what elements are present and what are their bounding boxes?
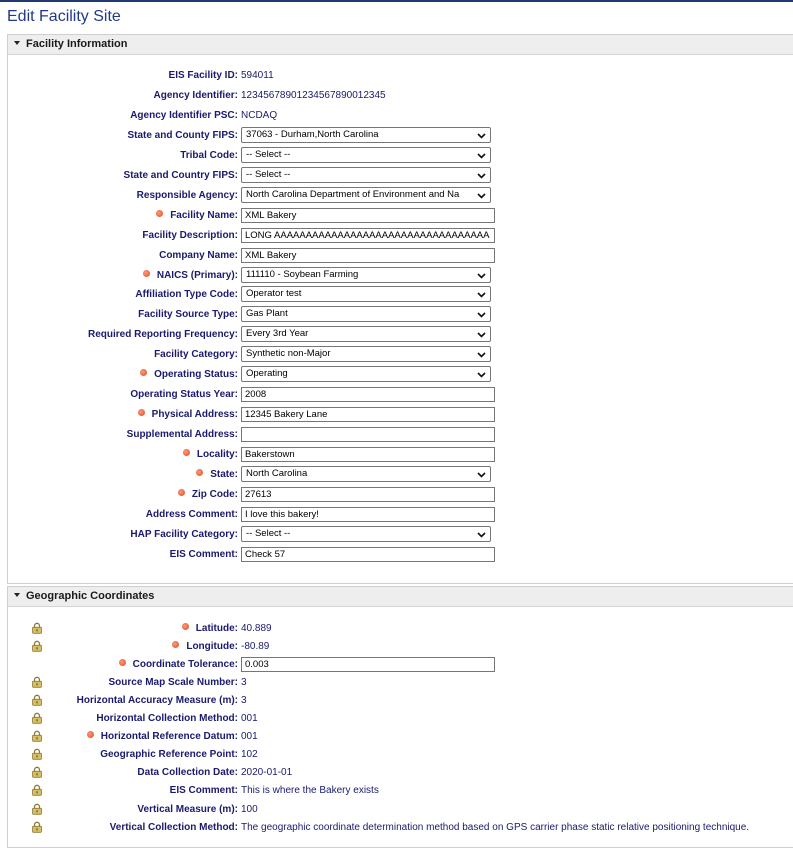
eis-comment-input[interactable] [241,547,495,562]
row-latitude [8,620,793,638]
hap-facility-category-selected-value: -- Select -- [246,527,291,539]
hap-facility-category-label: HAP Facility Category: [130,528,238,540]
tribal-code-selected-value: -- Select -- [246,148,291,160]
naics-primary-select[interactable] [241,267,491,283]
row-agency-identifier-psc [8,107,793,125]
agency-identifier-label: Agency Identifier: [153,89,238,101]
company-name-label: Company Name: [159,249,238,261]
facility-description-input[interactable] [241,228,495,243]
row-vertical-collection-method [8,819,793,837]
agency-identifier-value: 12345678901234567890012345 [241,89,386,101]
geographic-coordinates-title: Geographic Coordinates [26,590,155,602]
latitude-value: 40.889 [241,623,272,634]
required-indicator-icon [178,489,185,496]
lock-icon [31,730,43,742]
horizontal-reference-datum-value: 001 [241,731,258,743]
row-vertical-measure-m [8,801,793,819]
horizontal-accuracy-measure-m-value: 3 [241,695,247,707]
state-label: State: [210,469,238,480]
facility-name-label: Facility Name: [170,209,238,221]
state-and-country-fips-select[interactable] [241,167,491,183]
lock-icon [31,803,43,815]
lock-icon [31,694,43,706]
facility-information-title: Facility Information [26,38,128,50]
state-select[interactable] [241,466,491,482]
row-facility-name [8,207,793,225]
coordinate-tolerance-label: Coordinate Tolerance: [132,659,238,671]
state-and-country-fips-selected-value: -- Select -- [246,168,291,180]
lock-icon [31,712,43,724]
required-indicator-icon [140,369,147,376]
geographic-reference-point-value: 102 [241,749,258,761]
geographic-coordinates-header[interactable] [8,587,793,607]
longitude-value: -80.89 [241,641,270,653]
vertical-measure-m-label: Vertical Measure (m): [137,803,238,815]
lock-icon [31,676,43,688]
horizontal-accuracy-measure-m-label: Horizontal Accuracy Measure (m): [76,695,238,707]
row-required-reporting-frequency [8,326,793,344]
company-name-input[interactable] [241,248,495,263]
eis-comment-value: This is where the Bakery exists [241,785,379,797]
chevron-down-icon [477,370,486,378]
row-supplemental-address [8,426,793,444]
lock-icon [31,821,43,833]
required-reporting-frequency-select[interactable] [241,326,491,342]
responsible-agency-label: Responsible Agency: [136,189,238,201]
lock-icon [31,748,43,760]
facility-information-header[interactable] [8,35,793,55]
chevron-down-icon [477,171,486,179]
row-address-comment [8,506,793,524]
required-indicator-icon [119,659,126,666]
chevron-down-icon [477,271,486,279]
row-agency-identifier [8,87,793,105]
facility-information-section [7,34,793,584]
naics-primary-label: NAICS (Primary): [156,269,238,281]
lock-icon [31,784,43,796]
eis-comment-label: EIS Comment: [169,548,238,560]
row-responsible-agency [8,187,793,205]
top-border [0,0,793,2]
chevron-down-icon [477,290,486,298]
state-and-county-fips-selected-value: 37063 - Durham,North Carolina [246,128,379,140]
row-horizontal-reference-datum [8,728,793,746]
row-physical-address [8,406,793,424]
chevron-down-icon [477,191,486,199]
supplemental-address-label: Supplemental Address: [126,429,238,441]
eis-facility-id-value: 594011 [241,70,274,81]
facility-category-label: Facility Category: [154,349,238,361]
physical-address-input[interactable] [241,407,495,422]
required-indicator-icon [87,731,94,738]
row-state-and-county-fips [8,127,793,145]
row-eis-comment [8,782,793,800]
row-state [8,466,793,484]
latitude-label: Latitude: [195,623,238,634]
lock-icon [31,622,43,634]
source-map-scale-number-value: 3 [241,677,247,689]
required-reporting-frequency-selected-value: Every 3rd Year [246,328,309,340]
row-zip-code [8,486,793,504]
naics-primary-selected-value: 111110 - Soybean Farming [246,268,359,280]
vertical-measure-m-value: 100 [241,803,258,815]
required-indicator-icon [183,449,190,456]
chevron-down-icon [477,530,486,538]
chevron-down-icon [477,470,486,478]
row-hap-facility-category [8,526,793,544]
agency-identifier-psc-label: Agency Identifier PSC: [130,109,238,121]
row-eis-facility-id [8,67,793,85]
row-locality [8,446,793,464]
state-and-county-fips-label: State and County FIPS: [127,129,238,141]
address-comment-label: Address Comment: [145,508,238,520]
lock-icon [31,640,43,652]
required-indicator-icon [156,210,163,217]
facility-description-label: Facility Description: [142,229,238,241]
row-affiliation-type-code [8,286,793,304]
row-tribal-code [8,147,793,165]
locality-label: Locality: [196,449,238,461]
collapse-triangle-icon [14,593,20,597]
row-company-name [8,247,793,265]
row-operating-status [8,366,793,384]
data-collection-date-value: 2020-01-01 [241,767,293,779]
geographic-reference-point-label: Geographic Reference Point: [100,749,238,761]
page-title: Edit Facility Site [7,8,121,25]
zip-code-input[interactable] [241,487,495,502]
horizontal-collection-method-value: 001 [241,713,258,725]
physical-address-label: Physical Address: [151,409,238,421]
lock-icon [31,766,43,778]
row-source-map-scale-number [8,674,793,692]
row-horizontal-collection-method [8,710,793,728]
tribal-code-label: Tribal Code: [180,149,238,161]
affiliation-type-code-label: Affiliation Type Code: [135,289,238,301]
row-operating-status-year [8,386,793,404]
responsible-agency-select[interactable] [241,187,491,203]
eis-comment-label: EIS Comment: [169,785,238,797]
chevron-down-icon [477,151,486,159]
locality-input[interactable] [241,447,495,462]
operating-status-select[interactable] [241,366,491,382]
required-reporting-frequency-label: Required Reporting Frequency: [87,329,238,341]
row-facility-category [8,346,793,364]
row-naics-primary [8,267,793,285]
zip-code-label: Zip Code: [191,488,238,500]
tribal-code-select[interactable] [241,147,491,163]
supplemental-address-input[interactable] [241,427,495,442]
row-state-and-country-fips [8,167,793,185]
source-map-scale-number-label: Source Map Scale Number: [108,677,238,689]
vertical-collection-method-label: Vertical Collection Method: [109,821,238,833]
collapse-triangle-icon [14,41,20,45]
operating-status-label: Operating Status: [154,369,238,381]
required-indicator-icon [143,270,150,277]
chevron-down-icon [477,350,486,358]
responsible-agency-selected-value: North Carolina Department of Environment and Na [246,188,460,200]
address-comment-input[interactable] [241,507,495,522]
facility-category-select[interactable] [241,346,491,362]
row-longitude [8,638,793,656]
row-coordinate-tolerance [8,656,793,674]
chevron-down-icon [477,330,486,338]
operating-status-year-label: Operating Status Year: [130,389,238,401]
state-and-county-fips-select[interactable] [241,127,491,143]
facility-source-type-select[interactable] [241,306,491,322]
longitude-label: Longitude: [186,641,238,653]
coordinate-tolerance-input[interactable] [241,657,495,672]
state-selected-value: North Carolina [246,468,308,479]
row-facility-source-type [8,306,793,324]
row-horizontal-accuracy-measure-m [8,692,793,710]
state-and-country-fips-label: State and Country FIPS: [123,169,238,181]
row-data-collection-date [8,764,793,782]
horizontal-collection-method-label: Horizontal Collection Method: [96,713,238,725]
chevron-down-icon [477,310,486,318]
agency-identifier-psc-value: NCDAQ [241,109,278,121]
data-collection-date-label: Data Collection Date: [137,767,238,779]
chevron-down-icon [477,131,486,139]
row-geographic-reference-point [8,746,793,764]
horizontal-reference-datum-label: Horizontal Reference Datum: [100,731,238,743]
required-indicator-icon [182,623,189,630]
facility-source-type-label: Facility Source Type: [138,309,238,321]
required-indicator-icon [138,409,145,416]
eis-facility-id-label: EIS Facility ID: [168,70,238,81]
vertical-collection-method-value: The geographic coordinate determination method based on GPS carrier phase static relative positioning technique. [241,821,750,833]
facility-source-type-selected-value: Gas Plant [246,308,288,320]
row-eis-comment [8,546,793,564]
facility-name-input[interactable] [241,208,495,223]
required-indicator-icon [196,469,203,476]
operating-status-year-input[interactable] [241,387,495,402]
operating-status-selected-value: Operating [246,368,288,380]
geographic-coordinates-section [7,586,793,848]
affiliation-type-code-select[interactable] [241,286,491,302]
hap-facility-category-select[interactable] [241,526,491,542]
facility-category-selected-value: Synthetic non-Major [246,348,331,360]
affiliation-type-code-selected-value: Operator test [246,288,302,300]
row-facility-description [8,227,793,245]
required-indicator-icon [172,641,179,648]
